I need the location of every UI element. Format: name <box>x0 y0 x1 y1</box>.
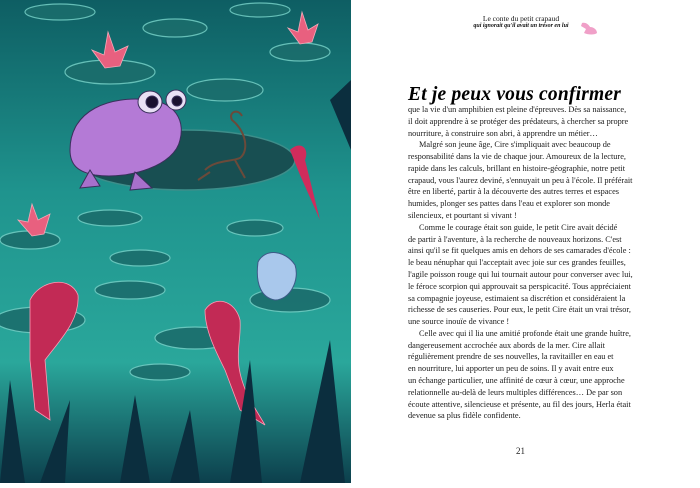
text-line: richesse de ses causeries. Pour eux, le petit Cire était un vrai trésor, <box>408 305 631 315</box>
text-line: une source inouïe de vivance ! <box>408 317 510 327</box>
book-subtitle: qui ignorait qu'il avait un trésor en lui <box>473 23 569 29</box>
text-line: Comme le courage était son guide, le petit Cire avait décidé <box>419 222 618 232</box>
text-line: régulièrement prendre de ses nouvelles, la ravitailler en eau et <box>408 352 614 362</box>
page-number: 21 <box>516 446 525 456</box>
text-line: ainsi qu'il se fit quelques amis en dehors de ses camarades d'école : <box>408 246 631 256</box>
text-line: dangereusement accrochée aux abords de la mer. Cire allait <box>408 340 605 350</box>
text-line: sa compagnie joyeuse, estimaient sa discrétion et considéraient la <box>408 293 626 303</box>
text-line: écoute attentive, silencieuse et présente, au fil des jours, Herla était <box>408 399 631 409</box>
chapter-body <box>408 104 648 422</box>
text-line: en nourriture, lui apporter un peu de soins. Il y avait entre eux <box>408 364 614 374</box>
text-line: l'agile poisson rouge qui lui tournait autour pour converser avec lui, <box>408 269 633 279</box>
text-line: Celle avec qui il lia une amitié profonde était une grande huître, <box>419 328 631 338</box>
text-line: humides, plonger ses pattes dans l'eau et explorer son monde <box>408 199 610 209</box>
text-line: silencieux, et pourtant si vivant ! <box>408 211 517 221</box>
text-page <box>351 0 700 483</box>
chapter-title: Et je peux vous confirmer <box>408 84 621 105</box>
text-line: rapide dans les calculs, brillant en histoire-géographie, notre petit <box>408 163 626 173</box>
text-line: responsabilité dans la vie de chaque jour. Amoureux de la lecture, <box>408 152 626 162</box>
text-line: devenue sa plus fidèle confidente. <box>408 411 521 421</box>
text-line: Malgré son jeune âge, Cire s'impliquait avec beaucoup de <box>419 140 611 150</box>
text-line: le féroce scorpion qui approuvait sa perspicacité. Tous appréciaient <box>408 281 631 291</box>
text-line: nourriture, à construire son abri, à apprendre un métier… <box>408 128 598 138</box>
frog-mark-icon <box>580 22 598 36</box>
text-line: il doit apprendre à se protéger des prédateurs, à chercher sa propre <box>408 116 629 126</box>
text-line: le beau nénuphar qui l'acceptait avec joie sur ces grandes feuilles, <box>408 258 626 268</box>
text-line: crapaud, vous l'aurez deviné, s'ennuyait un peu à l'école. Il préférait <box>408 175 633 185</box>
text-line: un échange particulier, une affinité de cœur à cœur, une approche <box>408 375 625 385</box>
text-line: que la vie d'un amphibien est pleine d'épreuves. Dès sa naissance, <box>408 105 627 114</box>
illustration-pond-scene <box>0 0 351 483</box>
text-line: être en liberté, partir à la découverte des autres terres et espaces <box>408 187 619 197</box>
text-line: relationnelle au-delà de leurs multiples différences… De par son <box>408 387 623 397</box>
book-title: Le conte du petit crapaud <box>482 14 560 23</box>
text-line: de partir à l'aventure, à la recherche de nouveaux horizons. C'est <box>408 234 622 244</box>
